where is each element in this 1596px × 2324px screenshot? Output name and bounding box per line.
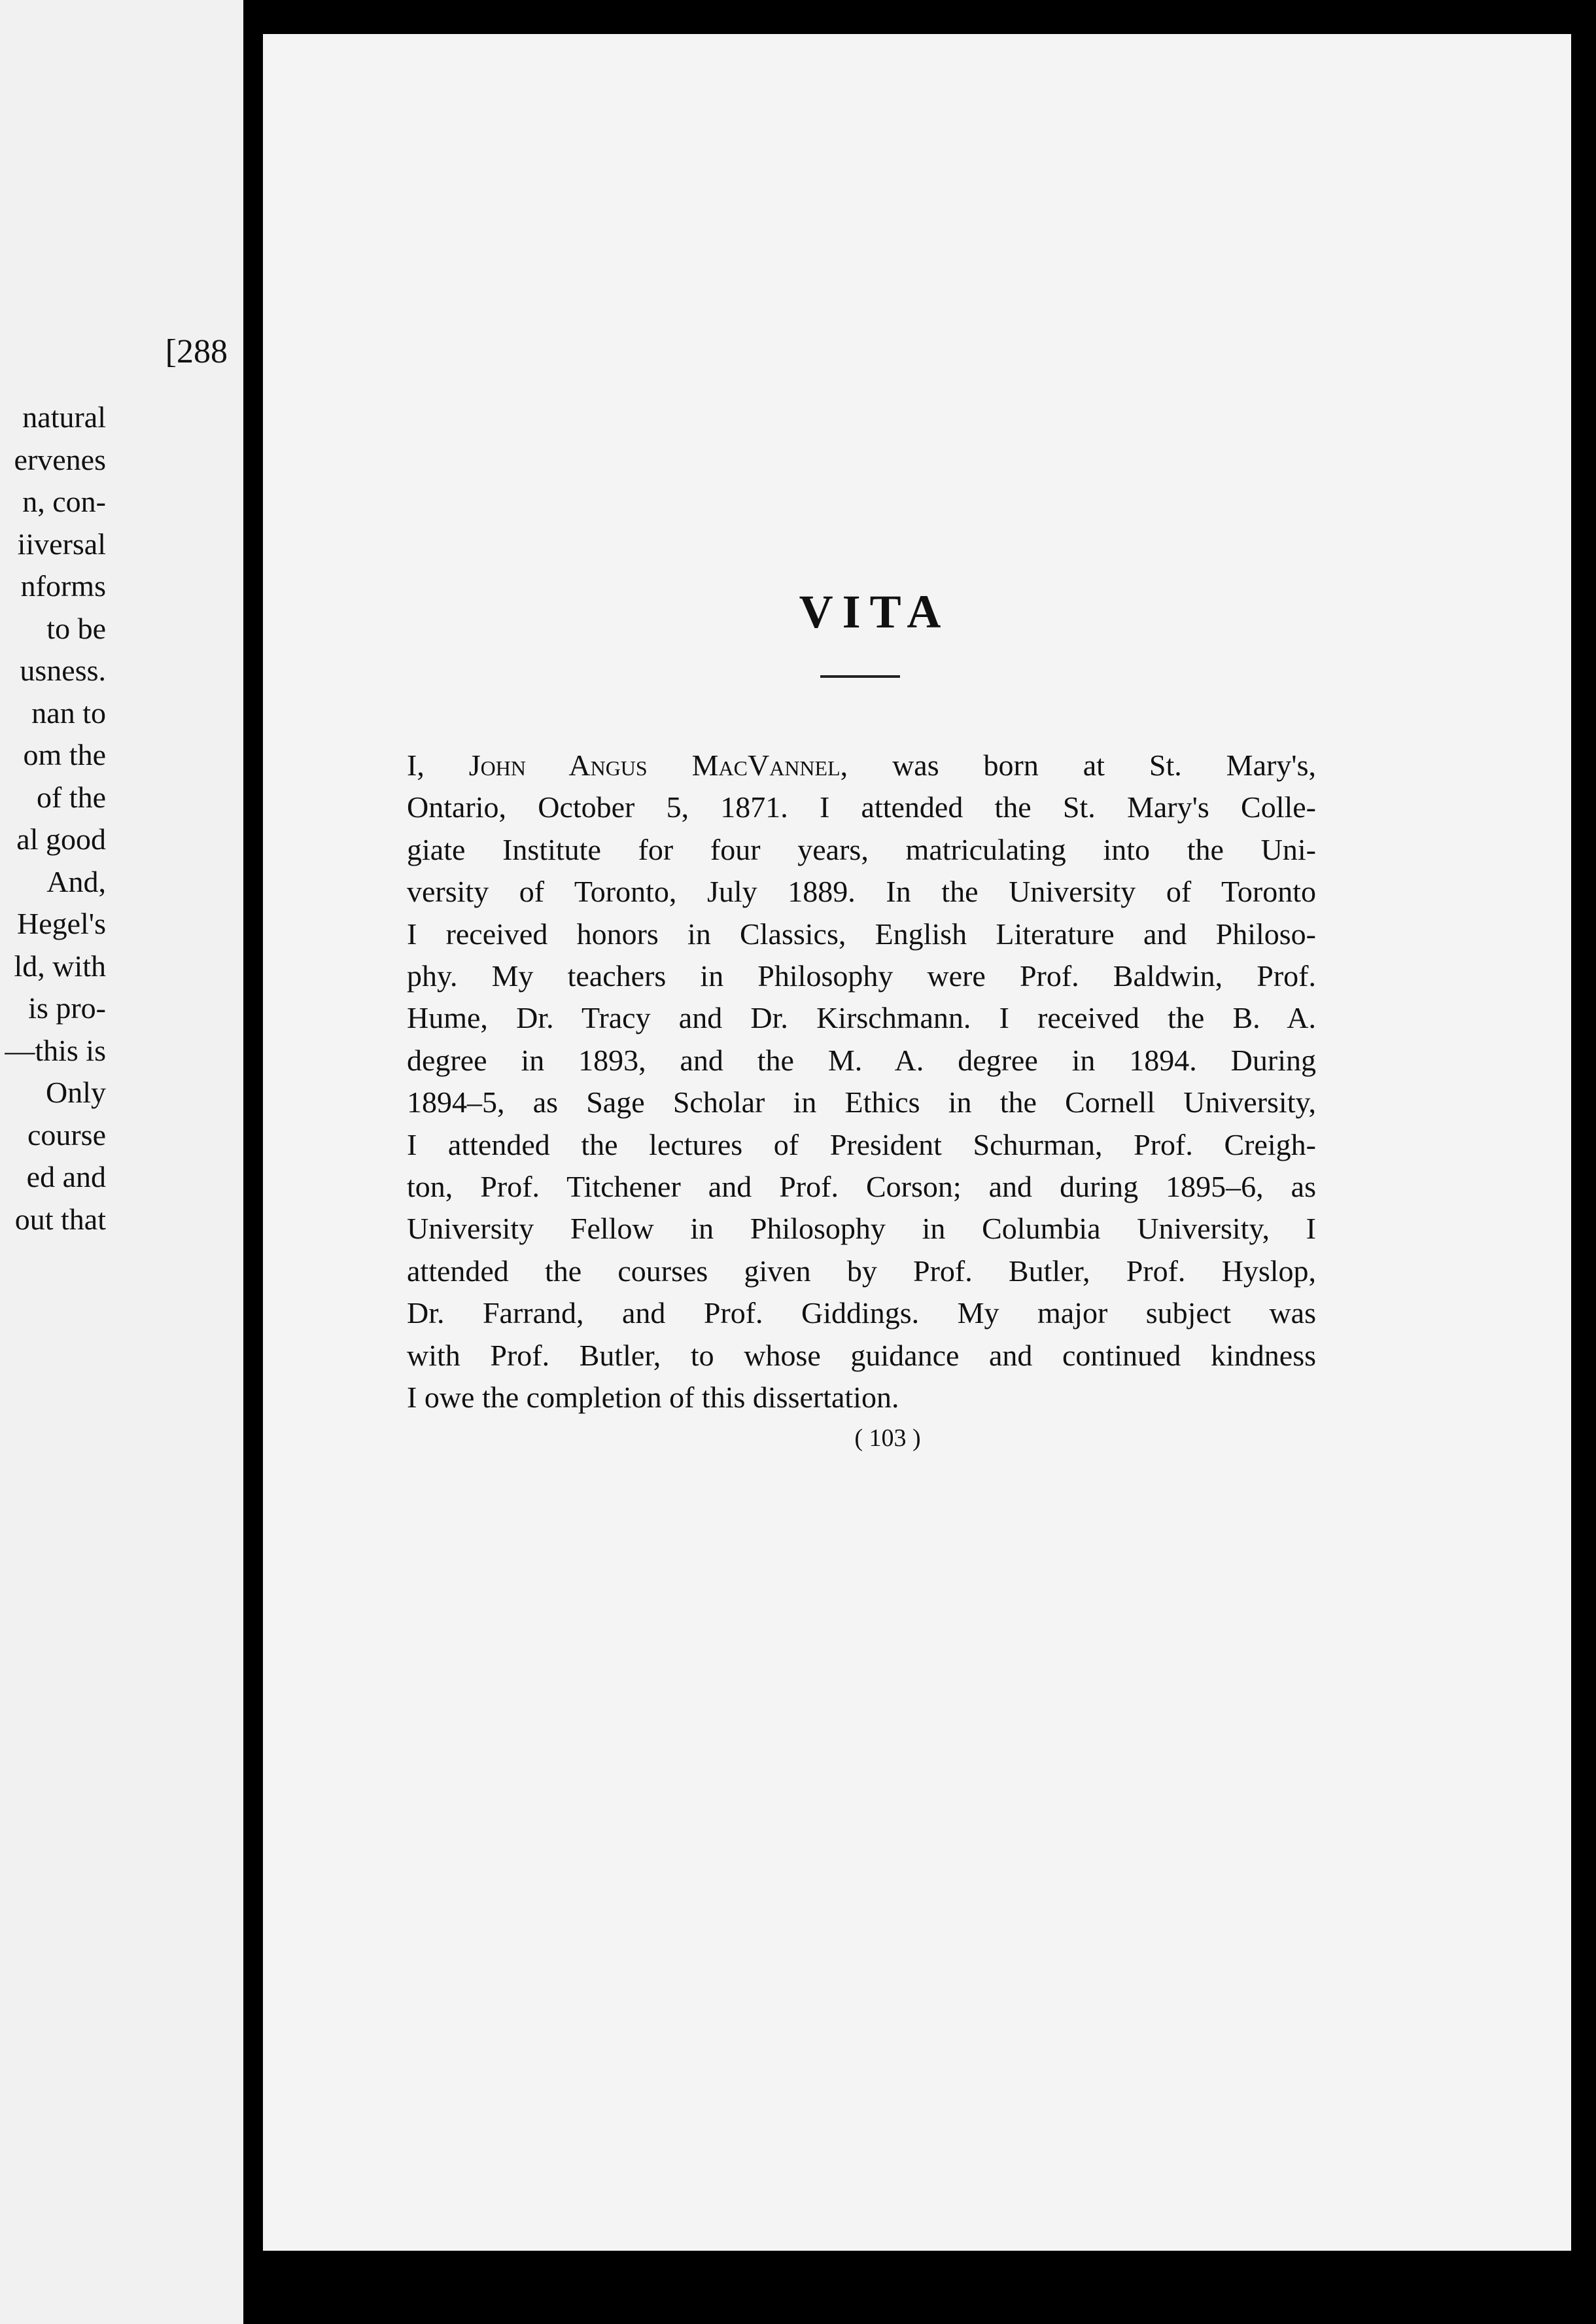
author-name: John Angus MacVannel (468, 748, 841, 782)
previous-page-line: ed and (26, 1160, 106, 1193)
vita-page (263, 34, 1571, 2251)
previous-page-line: n, con- (22, 485, 106, 518)
body-line: giate Institute for four years, matriculating into the Uni- (407, 832, 1316, 866)
body-line: versity of Toronto, July 1889. In the University of Toronto (407, 875, 1316, 909)
body-line: attended the courses given by Prof. Butler, Prof. Hyslop, (407, 1254, 1316, 1288)
previous-page-fragment (0, 0, 243, 2324)
body-line-suffix: , was born at St. Mary's, (840, 748, 1316, 782)
book-gutter (243, 0, 263, 2324)
previous-page-line: nforms (20, 569, 106, 603)
previous-page-line: usness. (20, 654, 106, 687)
previous-page-number: [288 (165, 333, 228, 370)
body-line: degree in 1893, and the M. A. degree in 1894. During (407, 1043, 1316, 1077)
page-title: VITA (799, 586, 950, 638)
vita-paragraph (407, 745, 1316, 1419)
previous-page-line: And, (46, 864, 106, 898)
body-line: 1894–5, as Sage Scholar in Ethics in the Cornell University, (407, 1085, 1316, 1119)
body-line: University Fellow in Philosophy in Columbia University, I (407, 1212, 1316, 1246)
body-line (407, 745, 1316, 786)
body-line: Ontario, October 5, 1871. I attended the St. Mary's Colle- (407, 790, 1316, 824)
previous-page-line: of the (36, 780, 106, 814)
title-divider (820, 675, 900, 678)
body-line: Dr. Farrand, and Prof. Giddings. My major subject was (407, 1296, 1316, 1330)
previous-page-line: out that (14, 1202, 106, 1236)
previous-page-line: iiversal (17, 527, 106, 561)
previous-page-text (0, 396, 106, 1241)
previous-page-line: al good (16, 822, 106, 856)
previous-page-line: ld, with (14, 949, 106, 983)
body-line-prefix: I, (407, 748, 469, 782)
body-line: Hume, Dr. Tracy and Dr. Kirschmann. I received the B. A. (407, 1001, 1316, 1035)
body-line: phy. My teachers in Philosophy were Prof. Baldwin, Prof. (407, 959, 1316, 993)
page-folio: ( 103 ) (854, 1424, 921, 1452)
body-line: I owe the completion of this dissertation. (407, 1381, 899, 1415)
previous-page-line: —this is (5, 1033, 106, 1067)
previous-page-line: Hegel's (16, 907, 106, 940)
body-line: ton, Prof. Titchener and Prof. Corson; and during 1895–6, as (407, 1170, 1316, 1204)
previous-page-line: is pro- (28, 991, 106, 1025)
previous-page-line: om the (23, 738, 106, 771)
body-line: I attended the lectures of President Schurman, Prof. Creigh- (407, 1127, 1316, 1161)
previous-page-line: ervenes (14, 442, 106, 476)
previous-page-line: course (27, 1118, 106, 1152)
previous-page-line: to be (46, 611, 106, 645)
previous-page-line: Only (46, 1076, 106, 1109)
previous-page-line: natural (22, 400, 106, 434)
body-line: with Prof. Butler, to whose guidance and continued kindness (407, 1338, 1316, 1372)
previous-page-line: nan to (31, 695, 106, 730)
body-line: I received honors in Classics, English Literature and Philoso- (407, 917, 1316, 951)
